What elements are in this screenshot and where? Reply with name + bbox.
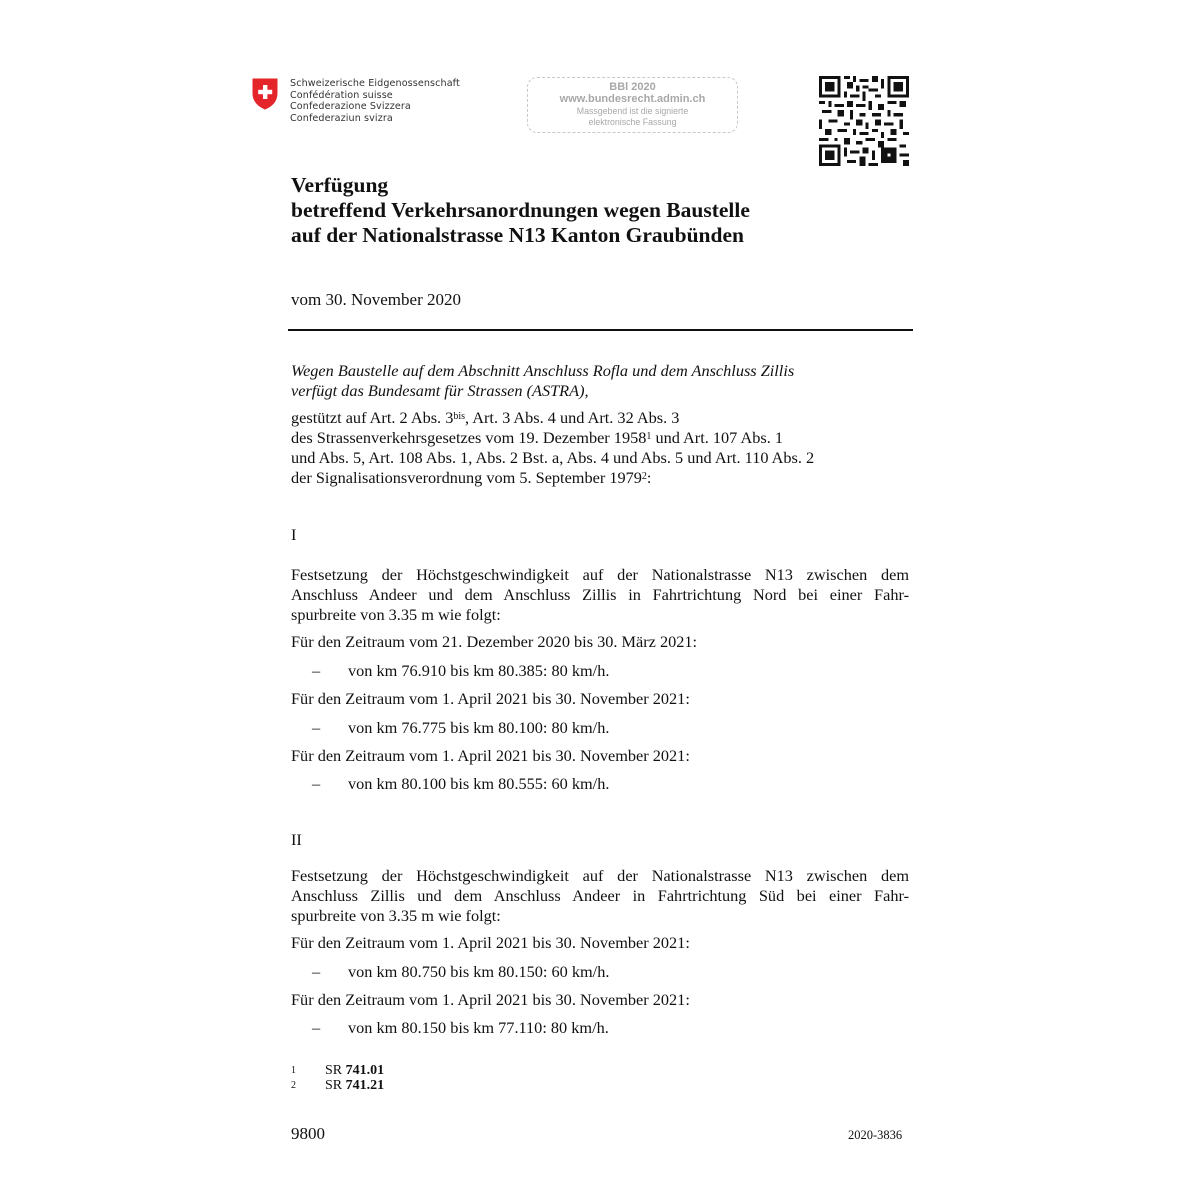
title-line-2: betreffend Verkehrsanordnungen wegen Baustelle bbox=[291, 198, 750, 222]
title-line-1: Verfügung bbox=[291, 173, 389, 197]
section-2-heading: II bbox=[291, 830, 302, 849]
federation-name bbox=[290, 78, 460, 124]
title-line-3: auf der Nationalstrasse N13 Kanton Graubünden bbox=[291, 223, 744, 247]
list-dash: – bbox=[312, 718, 321, 737]
section-1-period-3-label: Für den Zeitraum vom 1. April 2021 bis 30. November 2021: bbox=[291, 746, 690, 765]
section-1-period-3-item: von km 80.100 bis km 80.555: 60 km/h. bbox=[348, 774, 610, 793]
footnote-2: 2 SR 741.21 bbox=[291, 1078, 385, 1093]
stamp-url[interactable]: www.bundesrecht.admin.ch bbox=[559, 93, 706, 105]
preamble-intro-2: verfügt das Bundesamt für Strassen (ASTRA), bbox=[291, 381, 589, 400]
footnote-1-ref[interactable]: 741.01 bbox=[345, 1063, 385, 1078]
swiss-crest-icon bbox=[252, 78, 278, 110]
footnote-1: 1 SR 741.01 bbox=[291, 1063, 385, 1078]
section-1-period-1-label: Für den Zeitraum vom 21. Dezember 2020 bis 30. März 2021: bbox=[291, 632, 698, 651]
list-dash: – bbox=[312, 661, 321, 680]
section-1-paragraph: Festsetzung der Höchstgeschwindigkeit auf der Nationalstrasse N13 zwischen dem Anschluss Andeer und dem Anschluss Zillis in Fahrtrichtung Nord bei einer Fahr- spurbreite von 3.35 m wie folgt: bbox=[291, 565, 909, 624]
title-divider bbox=[288, 329, 913, 331]
stamp-note-2: elektronische Fassung bbox=[588, 116, 677, 127]
list-dash: – bbox=[312, 1018, 321, 1037]
preamble-intro-1: Wegen Baustelle auf dem Abschnitt Anschluss Rofla und dem Anschluss Zillis bbox=[291, 361, 795, 380]
section-2-period-2-item: von km 80.150 bis km 77.110: 80 km/h. bbox=[348, 1018, 609, 1037]
publication-stamp bbox=[527, 77, 738, 133]
superscript-bis: bis bbox=[453, 411, 466, 422]
legal-basis-line-2: des Strassenverkehrsgesetzes vom 19. Dezember 1958$^1$ und Art. 107 Abs. 1 bbox=[291, 428, 783, 447]
legal-basis-line-3: und Abs. 5, Art. 108 Abs. 1, Abs. 2 Bst. a, Abs. 4 und Abs. 5 und Art. 110 Abs. 2 bbox=[291, 448, 815, 467]
section-2-period-2-label: Für den Zeitraum vom 1. April 2021 bis 30. November 2021: bbox=[291, 990, 690, 1009]
org-line-rm: Confederaziun svizra bbox=[290, 112, 393, 124]
footnote-ref-1[interactable]: 1 bbox=[646, 431, 652, 442]
document-title bbox=[291, 173, 750, 248]
page-number: 9800 bbox=[291, 1124, 325, 1143]
document-date: vom 30. November 2020 bbox=[291, 290, 461, 309]
document-reference: 2020-3836 bbox=[848, 1128, 903, 1142]
org-line-it: Confederazione Svizzera bbox=[290, 101, 411, 113]
stamp-gazette: BBl 2020 bbox=[609, 81, 656, 93]
section-2-period-1-item: von km 80.750 bis km 80.150: 60 km/h. bbox=[348, 962, 610, 981]
legal-basis-line-1: gestützt auf Art. 2 Abs. $3^{bis}$, Art. 3 Abs. 4 und Art. 32 Abs. 3 bbox=[291, 408, 680, 427]
org-line-de: Schweizerische Eidgenossenschaft bbox=[290, 78, 460, 89]
org-line-fr: Confédération suisse bbox=[290, 89, 393, 101]
footnote-ref-2[interactable]: 2 bbox=[641, 471, 647, 482]
section-2-paragraph: Festsetzung der Höchstgeschwindigkeit auf der Nationalstrasse N13 zwischen dem Anschluss Zillis und dem Anschluss Andeer in Fahrtrichtung Süd bei einer Fahr- spurbreite von 3.35 m wie folgt: bbox=[291, 866, 909, 925]
section-2-period-1-label: Für den Zeitraum vom 1. April 2021 bis 30. November 2021: bbox=[291, 933, 690, 952]
footnote-2-ref[interactable]: 741.21 bbox=[345, 1078, 385, 1093]
qr-code-icon bbox=[819, 76, 909, 166]
section-1-heading: I bbox=[291, 525, 297, 544]
list-dash: – bbox=[312, 774, 321, 793]
footnotes bbox=[291, 1063, 384, 1093]
list-dash: – bbox=[312, 962, 321, 981]
section-1-period-2-label: Für den Zeitraum vom 1. April 2021 bis 30. November 2021: bbox=[291, 689, 690, 708]
section-1-period-1-item: von km 76.910 bis km 80.385: 80 km/h. bbox=[348, 661, 610, 680]
legal-basis-line-4: der Signalisationsverordnung vom 5. September 1979$^2$: bbox=[291, 468, 652, 487]
section-1-period-2-item: von km 76.775 bis km 80.100: 80 km/h. bbox=[348, 718, 610, 737]
stamp-note-1: Massgebend ist die signierte bbox=[576, 106, 689, 116]
